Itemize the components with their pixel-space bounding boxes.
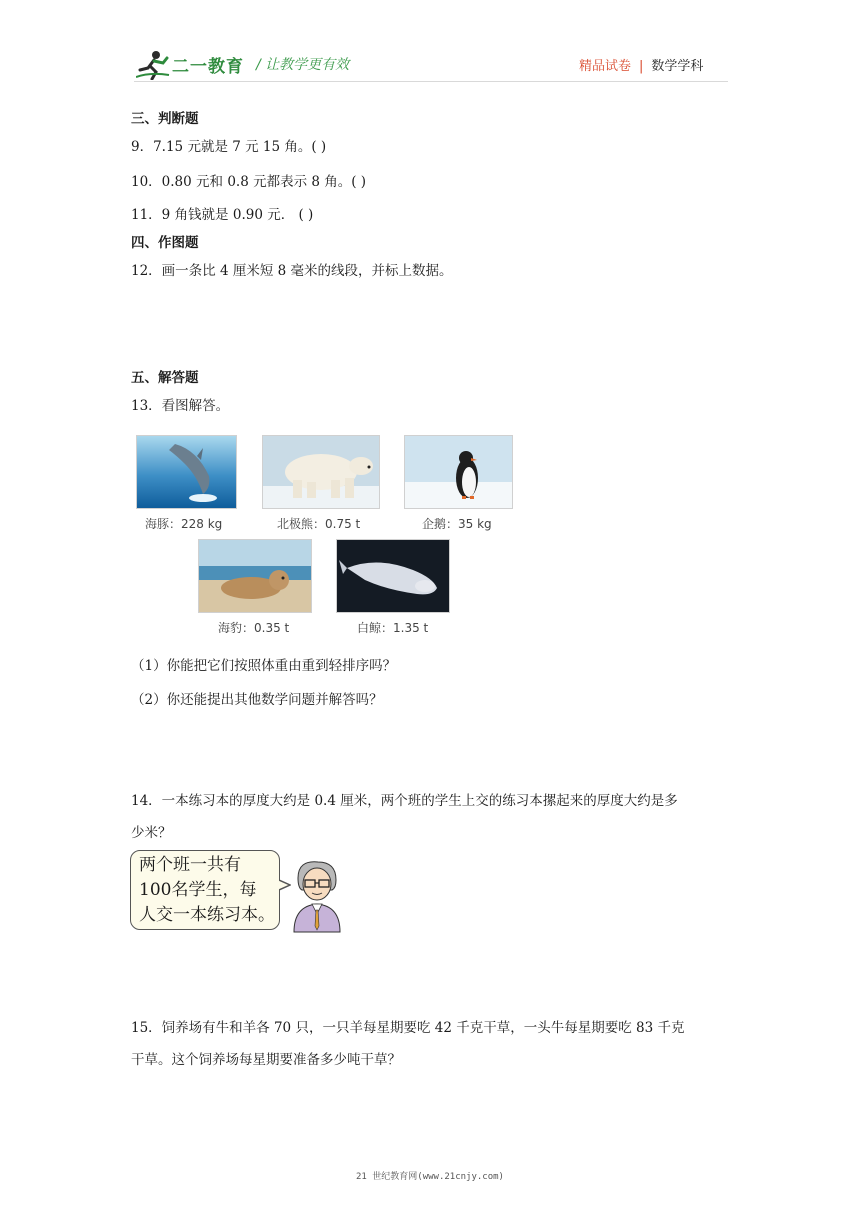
question-10: 10．0.80 元和 0.8 元都表示 8 角。( ) [131,174,367,190]
question-15-line-2: 干草。这个饲养场每星期要准备多少吨干草？ [131,1052,401,1068]
question-13-part-2: （2）你还能提出其他数学问题并解答吗？ [131,692,383,708]
polar-bear-caption: 北极熊：0.75 t [277,517,361,531]
question-9: 9．7.15 元就是 7 元 15 角。( ) [131,139,327,155]
question-14-line-2: 少米？ [131,825,172,841]
dolphin-photo [136,435,237,509]
tag-separator: | [639,59,644,74]
logo-runner-icon [136,50,170,80]
teacher-icon [288,858,346,934]
speech-bubble [130,850,280,930]
beluga-caption: 白鲸：1.35 t [357,621,429,635]
header-divider [134,81,728,82]
polar-bear-photo [262,435,380,509]
bubble-line-2: 100名学生，每 [139,880,257,900]
slogan: / 让教学更有效 [256,57,350,73]
question-13: 13．看图解答。 [131,398,230,414]
question-11: 11．9 角钱就是 0.90 元． ( ) [131,207,314,223]
question-12: 12．画一条比 4 厘米短 8 毫米的线段，并标上数据。 [131,263,453,279]
tag-premium: 精品试卷 [579,59,632,74]
question-13-part-1: （1）你能把它们按照体重由重到轻排序吗？ [131,658,397,674]
seal-photo [198,539,312,613]
bubble-line-3: 人交一本练习本。 [139,905,275,925]
section-title-judgment: 三、判断题 [131,111,199,127]
section-title-answer: 五、解答题 [131,370,199,386]
section-title-drawing: 四、作图题 [131,235,199,251]
penguin-photo [404,435,513,509]
beluga-photo [336,539,450,613]
logo-text: 二一教育 [172,57,244,77]
footer-source: 21 世纪教育网(www.21cnjy.com) [356,1172,504,1182]
question-14-line-1: 14．一本练习本的厚度大约是 0.4 厘米，两个班的学生上交的练习本摞起来的厚度大约是多 [131,793,678,809]
question-15-line-1: 15．饲养场有牛和羊各 70 只，一只羊每星期要吃 42 千克干草，一头牛每星期要吃 83 千克 [131,1020,685,1036]
header-tags [579,55,703,74]
seal-caption: 海豹：0.35 t [218,621,290,635]
tag-subject: 数学学科 [651,59,704,74]
bubble-line-1: 两个班一共有 [139,855,241,875]
penguin-caption: 企鹅：35 kg [422,517,492,531]
dolphin-caption: 海豚：228 kg [145,517,223,531]
